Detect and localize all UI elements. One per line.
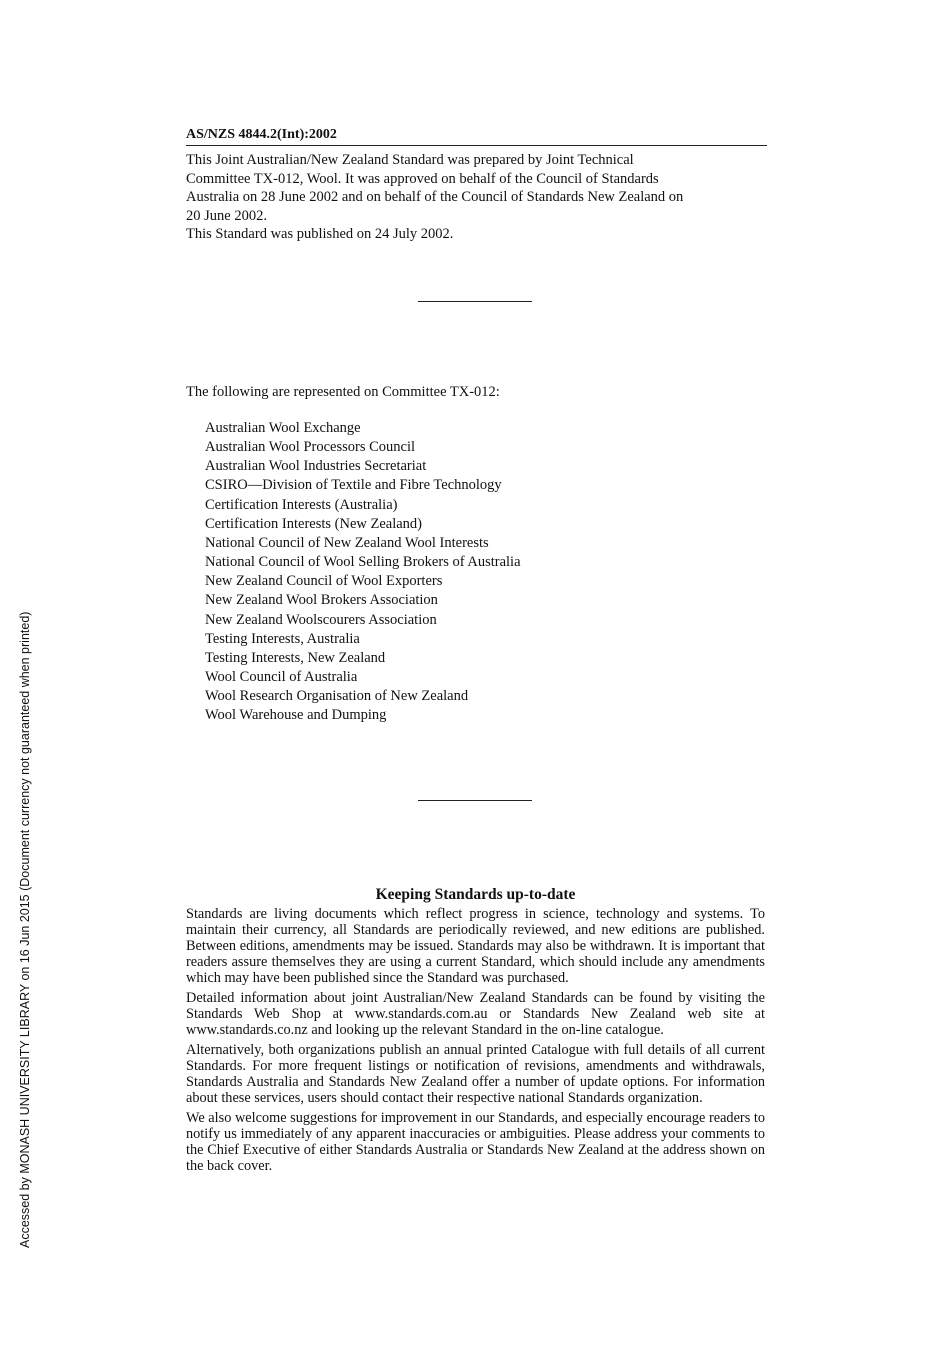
section-divider (418, 301, 532, 302)
committee-member: Australian Wool Processors Council (205, 439, 416, 456)
committee-intro: The following are represented on Committee TX-012: (186, 384, 500, 400)
committee-member: Australian Wool Industries Secretariat (205, 458, 427, 475)
committee-member: Testing Interests, Australia (205, 630, 360, 647)
committee-member: New Zealand Woolscourers Association (205, 611, 437, 628)
committee-member: Wool Research Organisation of New Zealand (205, 688, 469, 705)
body-paragraph: Detailed information about joint Australian/New Zealand Standards can be found by visiting the Standards Web Shop at www.standards.com.au or Standards New Zealand web site at www.standards.co.nz and looking up the relevant Standard in the on-line catalogue. (186, 990, 765, 1038)
committee-member: New Zealand Council of Wool Exporters (205, 573, 443, 590)
committee-member: Certification Interests (Australia) (205, 496, 398, 513)
body-paragraph: We also welcome suggestions for improvement in our Standards, and especially encourage readers to notify us immediately of any apparent inaccuracies or ambiguities. Please address your comments to the Chief Executive of either Standards Australia or Standards New Zealand at the address shown on the back cover. (186, 1110, 765, 1174)
committee-member: CSIRO—Division of Textile and Fibre Technology (205, 477, 502, 494)
standard-id-header: AS/NZS 4844.2(Int):2002 (186, 127, 767, 146)
preparation-line: This Joint Australian/New Zealand Standard was prepared by Joint Technical (186, 152, 634, 168)
keeping-up-to-date-heading: Keeping Standards up-to-date (375, 886, 576, 903)
body-paragraph: Alternatively, both organizations publish an annual printed Catalogue with full details of all current Standards. For more frequent listings or notification of revisions, amendments and withdrawals, Standards Australia and Standards New Zealand offer a number of update options. For information about these services, users should contact their respective national Standards organization. (186, 1042, 765, 1106)
committee-member: Wool Warehouse and Dumping (205, 707, 387, 724)
preparation-line: Australia on 28 June 2002 and on behalf of the Council of Standards New Zealand on (186, 189, 684, 205)
committee-member: National Council of Wool Selling Brokers of Australia (205, 554, 521, 571)
section-divider (418, 800, 532, 801)
committee-member-list (205, 419, 521, 726)
body-paragraph: Standards are living documents which reflect progress in science, technology and systems. To maintain their currency, all Standards are periodically reviewed, and new editions are published. Between editions, amendments may be issued. Standards may also be withdrawn. It is important that readers assure themselves they are using a current Standard, which should include any amendments which may have been published since the Standard was purchased. (186, 906, 765, 986)
preparation-statement (186, 151, 761, 244)
access-watermark-note: Accessed by MONASH UNIVERSITY LIBRARY on 16 Jun 2015 (Document currency not guaranteed when printed) (18, 611, 32, 1248)
committee-member: National Council of New Zealand Wool Interests (205, 534, 489, 551)
keeping-up-to-date-body (186, 906, 765, 1178)
committee-member: Certification Interests (New Zealand) (205, 515, 423, 532)
committee-member: New Zealand Wool Brokers Association (205, 592, 438, 609)
committee-member: Australian Wool Exchange (205, 420, 361, 436)
preparation-line: 20 June 2002. (186, 207, 267, 224)
committee-member: Testing Interests, New Zealand (205, 649, 386, 666)
committee-member: Wool Council of Australia (205, 669, 358, 686)
preparation-line: Committee TX-012, Wool. It was approved on behalf of the Council of Standards (186, 170, 659, 187)
publication-date: This Standard was published on 24 July 2002. (186, 226, 454, 242)
